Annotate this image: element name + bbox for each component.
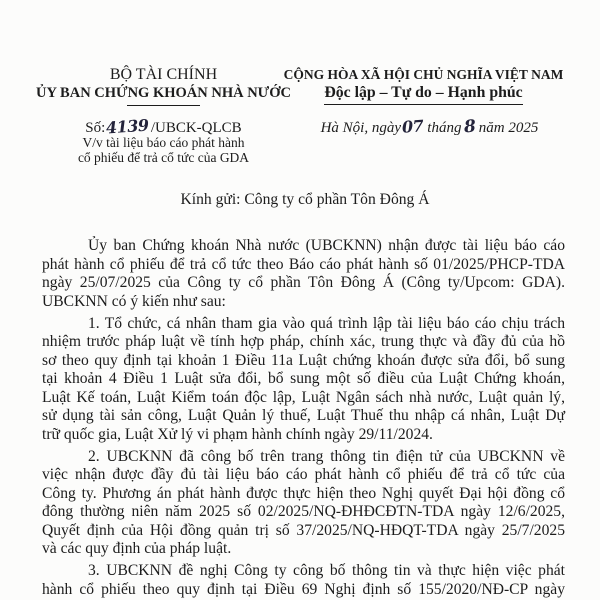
body-line: tại khoản 4 Điều 1 Luật sửa đổi, bổ sung một số điều của Luật Chứng khoán, <box>42 370 565 387</box>
date-place-day-label: Hà Nội, ngày <box>320 120 402 136</box>
subject-line-2: cổ phiếu để trả cổ tức của GDA <box>77 150 250 165</box>
subject-line-1: V/v tài liệu báo cáo phát hành <box>82 135 245 150</box>
body-paragraph <box>42 315 565 445</box>
ministry-name: BỘ TÀI CHÍNH <box>109 66 218 83</box>
body-line: trữ quốc gia, Luật Xử lý vi phạm hành chính ngày 29/11/2024. <box>42 425 433 443</box>
body-line: sơ theo quy định tại khoản 1 Điều 11a Luật chứng khoán được sửa đổi, bổ sung <box>42 351 565 369</box>
date-year-label: năm 2025 <box>478 120 539 136</box>
body-paragraph <box>42 562 565 599</box>
body-paragraph <box>42 448 565 559</box>
body-line: Luật Kế toán, Luật Kiểm toán độc lập, Luật Ngân sách nhà nước, Luật quản lý, <box>42 388 565 406</box>
agency-underline <box>127 105 200 106</box>
body-line: Ủy ban Chứng khoán Nhà nước (UBCKNN) nhận được tài liệu báo cáo <box>88 237 565 254</box>
date-month-handwritten: 8 <box>463 116 477 138</box>
document-number-handwritten: 4139 <box>105 115 150 138</box>
body-line: Quyết định của Hội đồng quản trị số 37/2025/NQ-HĐQT-TDA ngày 25/7/2025 <box>42 521 565 539</box>
motto-underline <box>324 104 523 105</box>
body-line: đông thường niên năm 2025 số 02/2025/NQ-ĐHĐCĐTN-TDA ngày 12/6/2025, <box>42 503 565 520</box>
body-line: 3. UBCKNN đề nghị Công ty công bố thông tin và thực hiện việc phát <box>88 562 565 579</box>
body-line: ngày 25/07/2025 của Công ty cổ phần Tôn Đông Á (Công ty/Upcom: GDA). <box>42 274 565 291</box>
document-number-suffix: /UBCK-QLCB <box>150 120 242 136</box>
letter-body <box>42 237 565 599</box>
body-line: việc nhận được đầy đủ tài liệu báo cáo phát hành cổ phiếu để trả cổ tức của <box>42 466 565 483</box>
national-title: CỘNG HÒA XÃ HỘI CHỦ NGHĨA VIỆT NAM <box>283 67 564 82</box>
body-line: 2. UBCKNN đã công bố trên trang thông tin điện tử của UBCKNN về <box>88 447 565 465</box>
body-line: 1. Tổ chức, cá nhân tham gia vào quá trình lập tài liệu báo cáo chịu trách <box>88 314 565 332</box>
body-line: phát hành cổ phiếu để trả cổ tức theo Báo cáo phát hành số 01/2025/PHCP-TDA <box>42 255 565 273</box>
national-motto: Độc lập – Tự do – Hạnh phúc <box>324 84 523 101</box>
body-line: và các quy định của pháp luật. <box>42 540 232 557</box>
body-line: hành cổ phiếu theo quy định tại Điều 69 Nghị định số 155/2020/NĐ-CP ngày <box>42 580 565 598</box>
date-month-label: tháng <box>427 120 462 136</box>
body-line: Công ty. Phương án phát hành được thực hiện theo Nghị quyết Đại hội đồng cổ <box>42 484 565 502</box>
recipient-line: Kính gửi: Công ty cổ phần Tôn Đông Á <box>180 191 430 208</box>
document-date <box>276 117 583 138</box>
document-number-label: Số: <box>85 120 106 136</box>
date-day-handwritten: 07 <box>401 116 424 137</box>
agency-name: ỦY BAN CHỨNG KHOÁN NHÀ NƯỚC <box>36 85 291 101</box>
body-paragraph <box>42 237 565 311</box>
body-line: UBCKNN có ý kiến như sau: <box>42 292 226 310</box>
body-line: sử dụng tài sản công, Luật Quản lý thuế, Luật Thuế thu nhập cá nhân, Luật Dự <box>42 407 565 424</box>
body-line: nhiệm trước pháp luật về tính hợp pháp, chính xác, trung thực và đầy đủ của hồ <box>42 333 565 350</box>
